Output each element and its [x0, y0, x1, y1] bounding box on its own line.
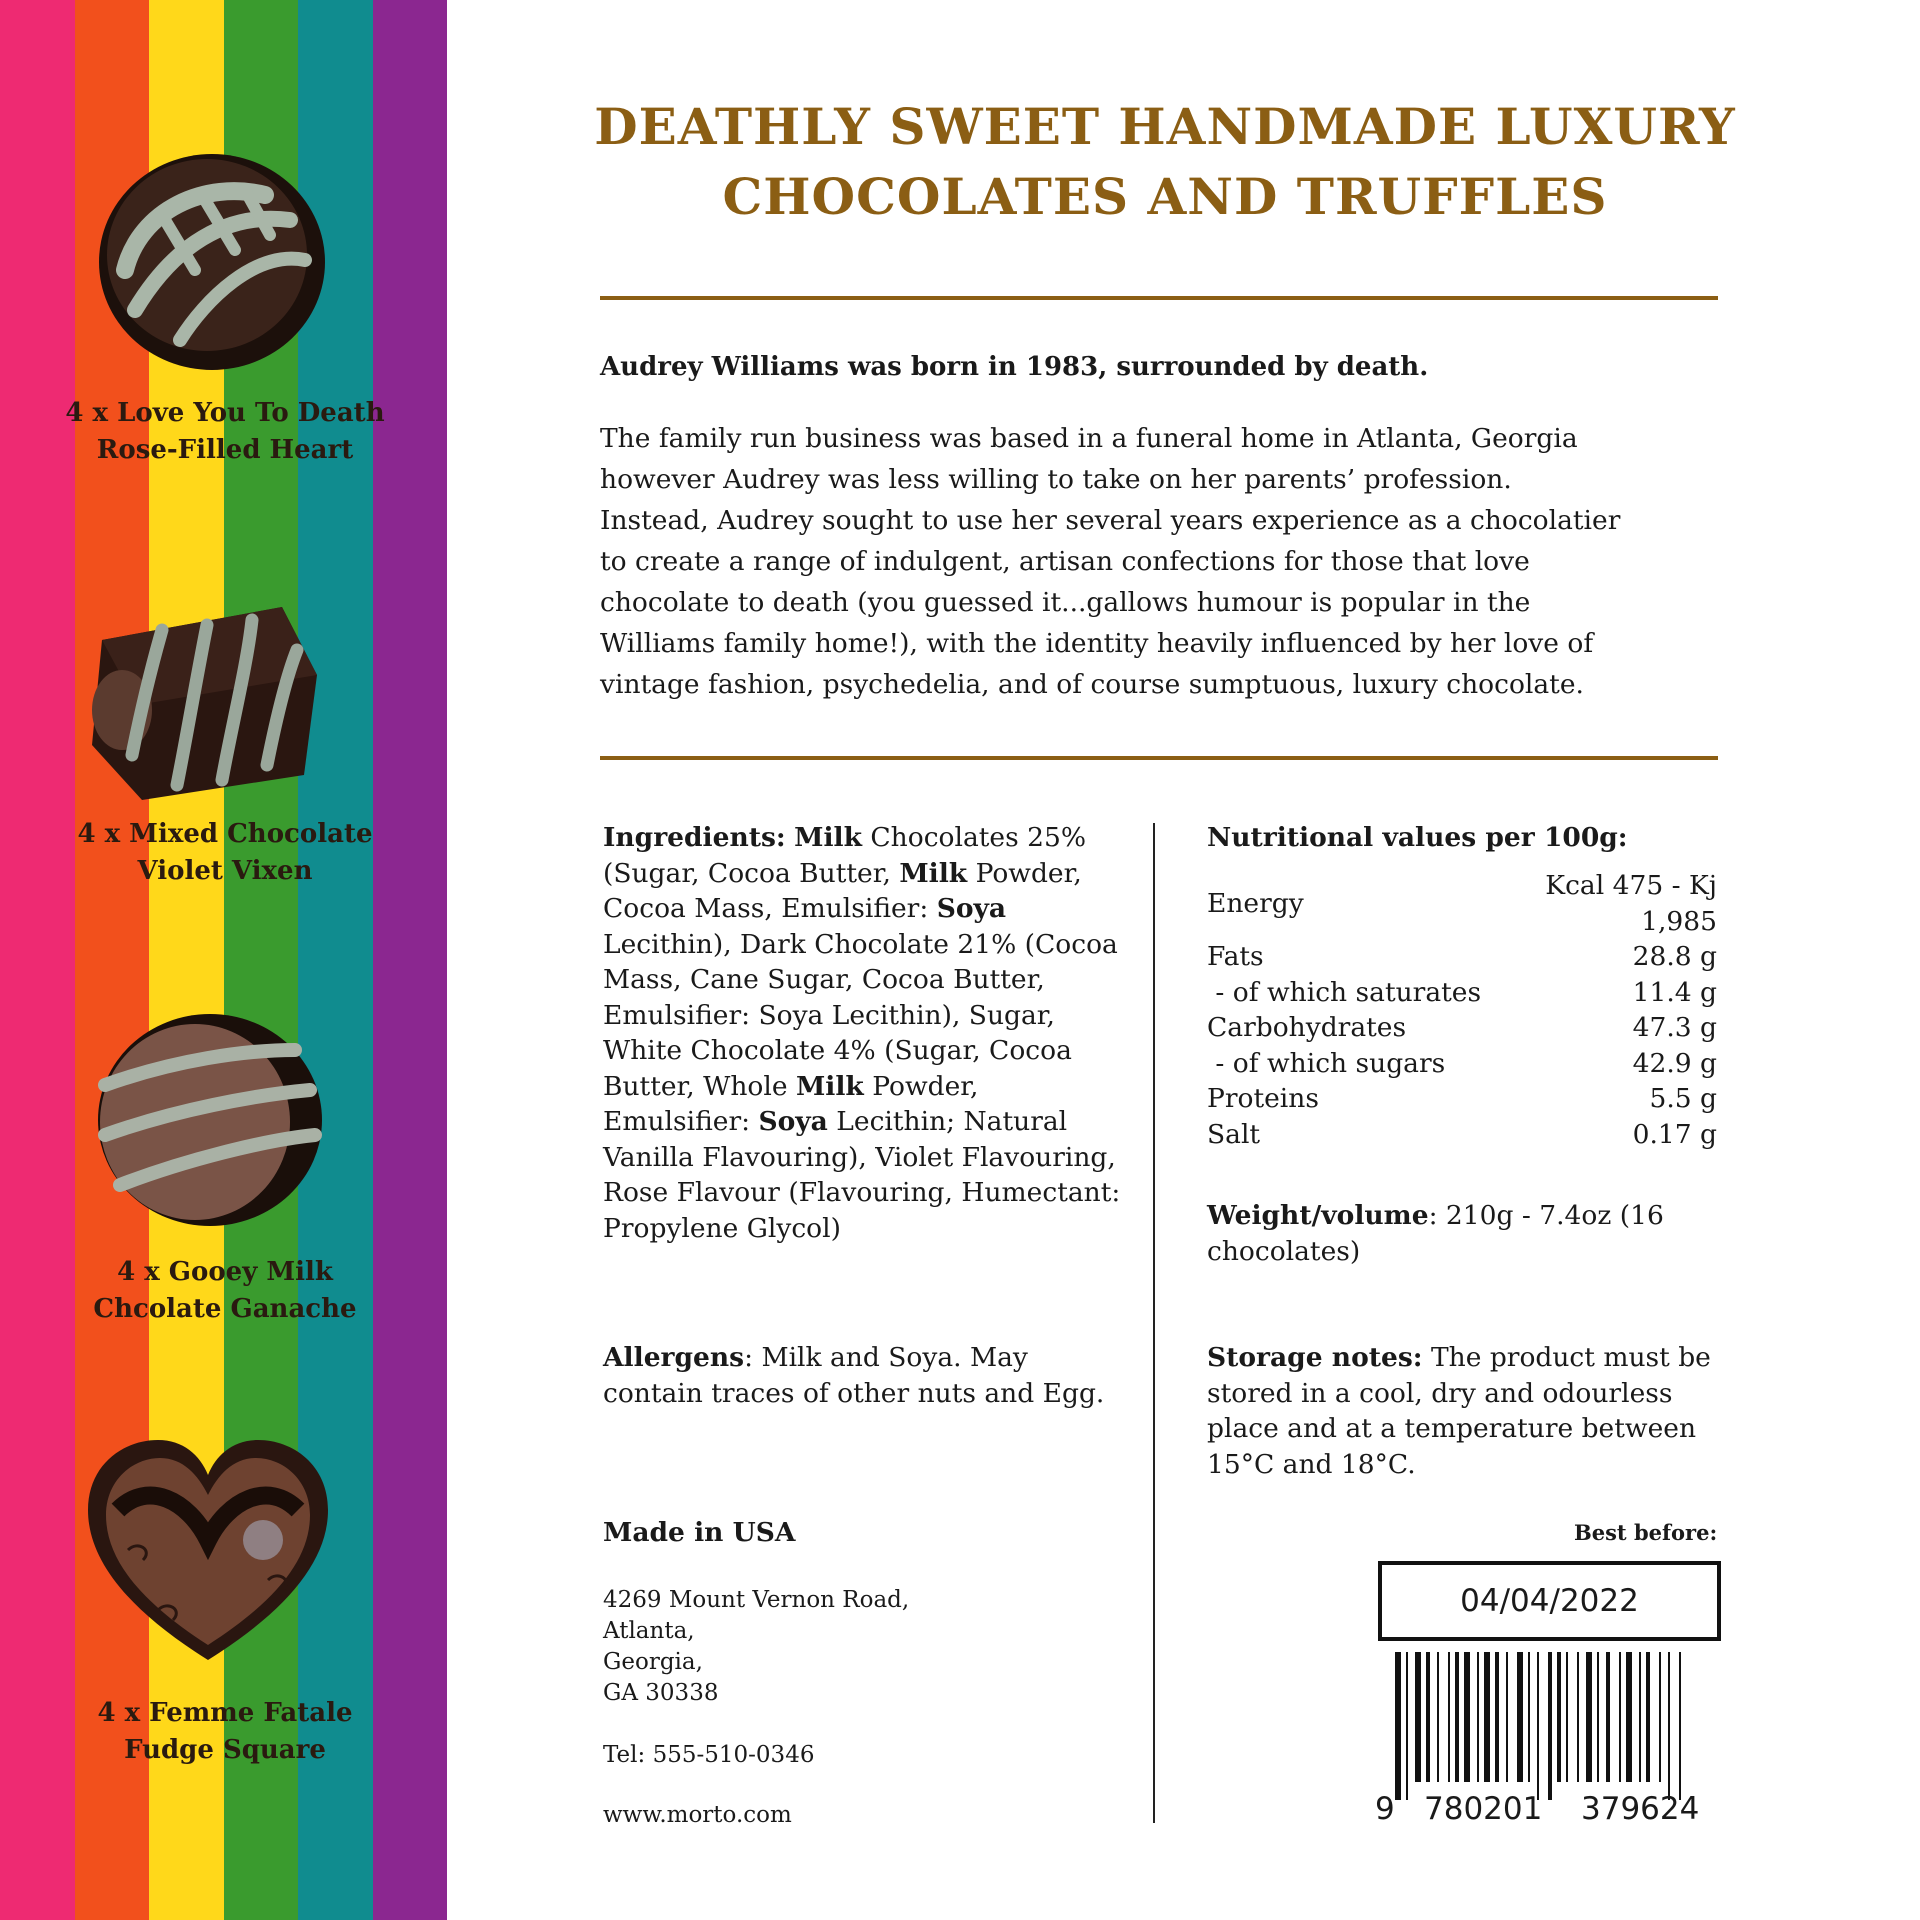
barcode-bar: [1484, 1652, 1490, 1782]
page-title: [560, 92, 1770, 232]
stripe-purple: [373, 0, 448, 1920]
label-line-2: Rose-Filled Heart: [96, 435, 354, 465]
barcode-bar: [1415, 1652, 1421, 1782]
column-divider: [1153, 823, 1155, 1823]
nutrition-row: [1207, 1010, 1717, 1046]
storage-label: Storage notes:: [1207, 1342, 1423, 1373]
chocolate-truffle-icon: [95, 150, 330, 375]
barcode-bar: [1679, 1652, 1681, 1800]
divider-top: [600, 296, 1718, 300]
nutrient-name: Fats: [1207, 941, 1264, 972]
title-line-1: DEATHLY SWEET HANDMADE LUXURY: [594, 97, 1736, 156]
chocolate-label-2: [40, 816, 410, 890]
nutrition-row: [1207, 939, 1717, 975]
nutrition-row: [1207, 868, 1717, 939]
nutrient-value: 28.8 g: [1632, 941, 1717, 972]
stripe-pink: [0, 0, 75, 1920]
barcode-bar: [1537, 1652, 1539, 1800]
made-in-label: Made in USA: [603, 1517, 796, 1548]
nutrient-name: Salt: [1207, 1118, 1261, 1150]
title-line-2: CHOCOLATES AND TRUFFLES: [722, 167, 1608, 226]
ingredients-segment: Powder, Cocoa Mass, Emulsifier:: [603, 857, 1082, 924]
barcode-bar: [1448, 1652, 1450, 1782]
barcode-bar: [1566, 1652, 1568, 1782]
nutrient-name: Energy: [1207, 887, 1304, 919]
barcode-bar: [1477, 1652, 1479, 1782]
label-line-2: Violet Vixen: [137, 856, 313, 886]
allergens-block: [603, 1340, 1123, 1411]
barcode-bar: [1506, 1652, 1508, 1782]
nutrient-value: 47.3 g: [1632, 1012, 1717, 1043]
chocolate-label-4: [40, 1695, 410, 1769]
ingredients-text: [603, 822, 1120, 1244]
nutrition-row: [1207, 1117, 1717, 1153]
barcode-digit-first: 9: [1375, 1791, 1395, 1827]
address-line: 4269 Mount Vernon Road,: [603, 1587, 910, 1613]
barcode-bar: [1395, 1652, 1401, 1800]
intro-heading: Audrey Williams was born in 1983, surrounded by death.: [600, 352, 1429, 382]
nutrient-value: 42.9 g: [1632, 1047, 1717, 1079]
nutrient-name: - of which sugars: [1207, 1047, 1446, 1079]
chocolate-square-icon: [82, 595, 322, 805]
barcode-bar: [1597, 1652, 1599, 1782]
barcode-bar: [1659, 1652, 1661, 1782]
label-line-1: 4 x Femme Fatale: [97, 1698, 353, 1728]
ingredients-segment: Milk: [899, 857, 968, 889]
barcode-bar: [1557, 1652, 1561, 1782]
barcode-icon: [1393, 1652, 1723, 1800]
nutrient-value: 5.5 g: [1649, 1083, 1717, 1114]
barcode-bar: [1606, 1652, 1610, 1782]
telephone: Tel: 555-510-0346: [603, 1742, 815, 1768]
barcode-bar: [1646, 1652, 1650, 1782]
nutrient-value: 0.17 g: [1632, 1118, 1717, 1150]
nutrition-heading: Nutritional values per 100g:: [1207, 822, 1628, 853]
ingredients-segment: Chocolates 25% (Sugar, Cocoa Butter,: [603, 822, 1087, 889]
chocolate-ganache-icon: [95, 1010, 325, 1230]
address-line: GA 30338: [603, 1680, 719, 1706]
ingredients-segment: Powder, Emulsifier:: [603, 1070, 979, 1137]
storage-text: The product must be stored in a cool, dry and odourless place and at a temperature between 15°C and 18°C.: [1207, 1342, 1711, 1480]
address-block: [603, 1585, 1123, 1709]
nutrient-name: Proteins: [1207, 1083, 1319, 1114]
barcode-bar: [1619, 1652, 1621, 1782]
ingredients-block: [603, 820, 1123, 1246]
allergens-label: Allergens: [603, 1342, 745, 1373]
barcode-bar: [1639, 1652, 1641, 1782]
barcode-bar: [1406, 1652, 1408, 1800]
best-before-date: 04/04/2022: [1378, 1561, 1721, 1641]
nutrition-table: [1207, 868, 1717, 1152]
barcode-bar: [1464, 1652, 1470, 1782]
address-line: Atlanta,: [603, 1618, 695, 1644]
allergens-text: : Milk and Soya. May contain traces of other nuts and Egg.: [603, 1342, 1105, 1409]
ingredients-segment: Soya: [936, 893, 1007, 924]
nutrient-name: Carbohydrates: [1207, 1012, 1407, 1043]
chocolate-label-3: [40, 1254, 410, 1328]
barcode-group-2: 379624: [1581, 1791, 1700, 1827]
label-line-2: Fudge Square: [124, 1735, 326, 1765]
ingredients-segment: Lecithin), Dark Chocolate 21% (Cocoa Mass, Cane Sugar, Cocoa Butter, Emulsifier: Soya Lecithin), Sugar, White Chocolate 4% (Sugar, Cocoa Butter, Whole: [603, 928, 1118, 1102]
chocolate-label-1: [40, 395, 410, 469]
label-line-2: Chcolate Ganache: [93, 1294, 357, 1324]
ingredients-segment: Milk: [795, 1070, 864, 1102]
label-line-1: 4 x Love You To Death: [65, 398, 385, 428]
barcode-group-1: 780201: [1424, 1791, 1543, 1827]
divider-middle: [600, 756, 1718, 760]
best-before-label: Best before:: [1574, 1520, 1718, 1545]
weight-text: : 210g - 7.4oz (16 chocolates): [1207, 1200, 1664, 1267]
barcode-bar: [1437, 1652, 1439, 1782]
storage-block: [1207, 1340, 1747, 1482]
barcode-bar: [1548, 1652, 1552, 1800]
barcode-bar: [1626, 1652, 1632, 1782]
nutrition-row: [1207, 1081, 1717, 1117]
ingredients-label: Ingredients:: [603, 822, 786, 853]
website-link[interactable]: www.morto.com: [603, 1802, 792, 1828]
barcode-bar: [1455, 1652, 1459, 1782]
label-line-1: 4 x Gooey Milk: [117, 1257, 333, 1287]
barcode-bar: [1426, 1652, 1430, 1782]
nutrient-value: 11.4 g: [1632, 976, 1717, 1008]
chocolate-heart-icon: [88, 1440, 328, 1665]
nutrition-row: [1207, 975, 1717, 1011]
nutrient-value: Kcal 475 - Kj 1,985: [1545, 870, 1717, 937]
ingredients-segment: Soya: [758, 1106, 828, 1137]
barcode-bar: [1517, 1652, 1523, 1782]
label-line-1: 4 x Mixed Chocolate: [77, 819, 373, 849]
nutrient-name: - of which saturates: [1207, 976, 1482, 1008]
barcode-bar: [1528, 1652, 1530, 1782]
weight-block: [1207, 1198, 1747, 1269]
barcode-bar: [1495, 1652, 1499, 1782]
address-line: Georgia,: [603, 1649, 703, 1675]
ingredients-segment: [786, 822, 794, 853]
ingredients-segment: Milk: [794, 822, 862, 853]
barcode-bar: [1668, 1652, 1670, 1800]
barcode-bar: [1586, 1652, 1592, 1782]
ingredients-segment: Lecithin; Natural Vanilla Flavouring), Violet Flavouring, Rose Flavour (Flavouring, Humectant: Propylene Glycol): [603, 1106, 1121, 1244]
weight-label: Weight/volume: [1207, 1200, 1429, 1231]
nutrition-row: [1207, 1046, 1717, 1082]
barcode-bar: [1577, 1652, 1579, 1782]
intro-paragraph: The family run business was based in a funeral home in Atlanta, Georgia however Audrey was less willing to take on her parents’ profession. Instead, Audrey sought to use her several years experience as a chocolatier to create a range of indulgent, artisan confections for those that love chocolate to death (you guessed it...gallows humour is popular in the Williams family home!), with the identity heavily influenced by her love of vintage fashion, psychedelia, and of course sumptuous, luxury chocolate.: [600, 423, 1621, 700]
